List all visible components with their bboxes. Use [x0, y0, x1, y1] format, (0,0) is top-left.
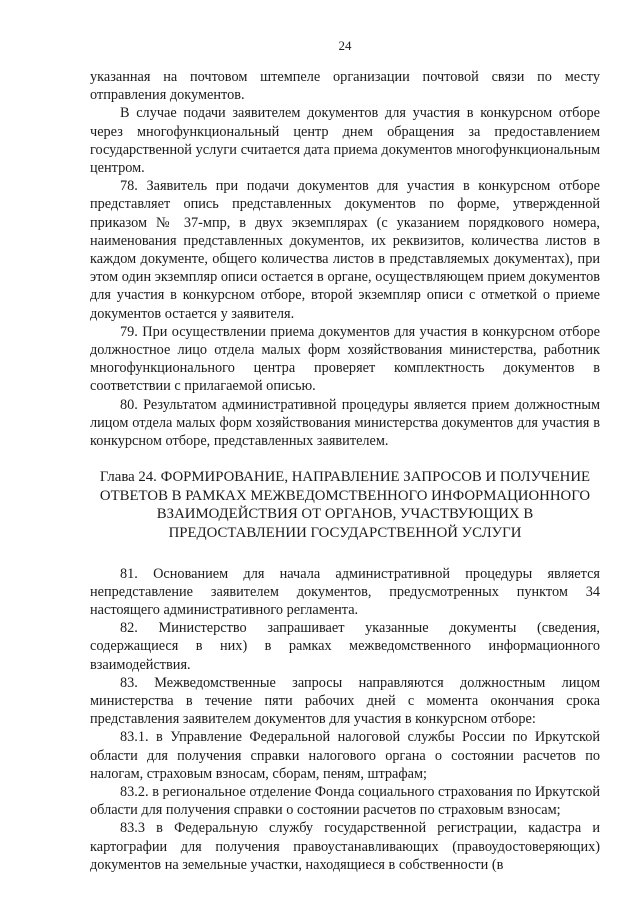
- chapter-heading-line-1: Глава 24. ФОРМИРОВАНИЕ, НАПРАВЛЕНИЕ ЗАПРОСОВ И ПОЛУЧЕНИЕ: [99, 469, 591, 486]
- paragraph-continuation: указанная на почтовом штемпеле организации почтовой связи по месту отправления документов.: [90, 69, 600, 104]
- paragraph-81: 81. Основанием для начала административной процедуры является непредставление заявителем документов, предусмотренных пунктом 34 настоящего административного регламента.: [90, 565, 600, 619]
- document-body: [90, 68, 600, 874]
- paragraph-82: 82. Министерство запрашивает указанные документы (сведения, содержащиеся в них) в рамках межведомственного информационного взаимодействия.: [90, 620, 600, 673]
- paragraph-83: 83. Межведомственные запросы направляются должностным лицом министерства в течение пяти рабочих дней с момента окончания срока представления заявителем документов для участия в конкурсном отборе:: [90, 674, 600, 728]
- paragraph-79: 79. При осуществлении приема документов для участия в конкурсном отборе должностное лицо отдела малых форм хозяйствования министерства, работник многофункционального центра проверяет комплектность документов в соответствии с прилагаемой описью.: [90, 323, 600, 395]
- page-number: 24: [338, 38, 352, 53]
- chapter-heading-line-2: ОТВЕТОВ В РАМКАХ МЕЖВЕДОМСТВЕННОГО ИНФОРМАЦИОННОГО: [99, 487, 591, 504]
- chapter-heading: [90, 468, 600, 542]
- paragraph-83-3: 83.3 в Федеральную службу государственной регистрации, кадастра и картографии для получения правоустанавливающих (правоудостоверяющих) документов на земельные участки, находящиеся в собственности (в: [90, 820, 600, 873]
- paragraph-80: 80. Результатом административной процедуры является прием должностным лицом отдела малых форм хозяйствования министерства документов для участия в конкурсном отборе, представленных заявителем.: [90, 396, 600, 450]
- paragraph-83-2: 83.2. в региональное отделение Фонда социального страхования по Иркутской области для получения справки о состоянии расчетов по страховым взносам;: [90, 784, 600, 819]
- chapter-heading-line-4: ПРЕДОСТАВЛЕНИИ ГОСУДАРСТВЕННОЙ УСЛУГИ: [168, 525, 522, 542]
- paragraph-mfc-submission: В случае подачи заявителем документов для участия в конкурсном отборе через многофункциональный центр днем обращения за предоставлением государственной услуги считается дата приема документов многофункциональным центром.: [90, 105, 600, 177]
- paragraph-83-1: 83.1. в Управление Федеральной налоговой службы России по Иркутской области для получения справки налогового органа о состоянии расчетов по налогам, страховым взносам, сборам, пеням, штрафам;: [90, 729, 600, 782]
- chapter-heading-line-3: ВЗАИМОДЕЙСТВИЯ ОТ ОРГАНОВ, УЧАСТВУЮЩИХ В: [156, 506, 534, 523]
- paragraph-78: 78. Заявитель при подачи документов для участия в конкурсном отборе представляет опись представленных документов по форме, утвержденной приказом № 37-мпр, в двух экземплярах (с указанием порядкового номера, наименования представленных документов, их реквизитов, количества листов в каждом документе, общего количества листов в представляемых документах), при этом один экземпляр описи остается в органе, осуществляющем прием документов для участия в конкурсном отборе, второй экземпляр описи с отметкой о приеме документов остается у заявителя.: [90, 178, 600, 322]
